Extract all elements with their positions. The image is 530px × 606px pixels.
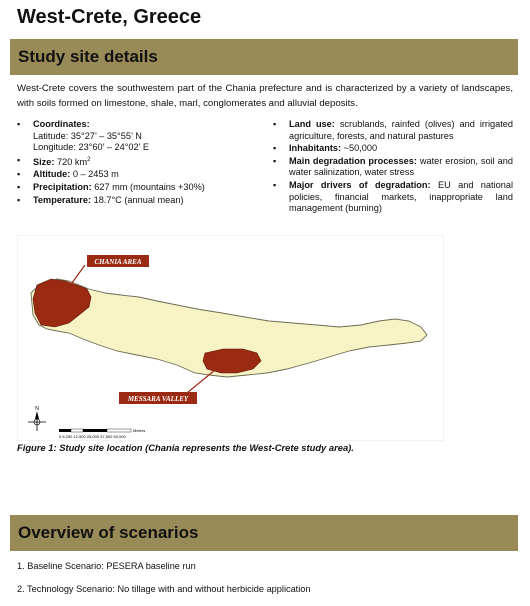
degradation-processes-item (273, 156, 513, 179)
size-label: Size: (33, 156, 55, 167)
scenario-item-2: 2. Technology Scenario: No tillage with and without herbicide application (17, 584, 311, 594)
section-heading-study-site: Study site details (10, 39, 518, 75)
precipitation-label: Precipitation: (33, 182, 92, 193)
land-use-label: Land use: (289, 119, 335, 129)
altitude-value: 0 – 2453 m (70, 169, 119, 180)
degradation-drivers-item (273, 180, 513, 215)
inhabitants-value: ~50,000 (341, 143, 378, 154)
degradation-processes-value: water erosion, soil and water salinization, water stress (289, 155, 513, 178)
size-item (17, 155, 262, 169)
degradation-drivers-value: EU and national policies, financial markets, inappropriate land management (burning) (289, 179, 513, 214)
size-unit-sup: 2 (87, 156, 91, 163)
figure-caption: Figure 1: Study site location (Chania represents the West-Crete study area). (17, 442, 354, 453)
chania-label: CHANIA AREA (94, 258, 142, 266)
messara-label: MESSARA VALLEY (127, 395, 189, 403)
temperature-label: Temperature: (33, 194, 92, 205)
scale-ticks-label: 0 6,250 12,500 25,000 37,500 50,000 (59, 434, 126, 439)
longitude-text: Longitude: 23°60’ – 24°02’ E (33, 142, 149, 153)
coordinates-label: Coordinates: (33, 119, 90, 129)
intro-paragraph: West-Crete covers the southwestern part of the Chania prefecture and is characterized by a variety of landscapes, with soils formed on limestone, shale, marl, conglomerates and alluvial deposits. (17, 83, 513, 109)
precipitation-item (17, 182, 262, 194)
left-column (17, 119, 262, 207)
right-column (273, 119, 513, 216)
degradation-drivers-label: Major drivers of degradation: (289, 179, 431, 190)
north-label: N (35, 406, 39, 412)
latitude-text: Latitude: 35°27’ – 35°55’ N (33, 130, 142, 141)
size-value: 720 km (54, 156, 88, 167)
precipitation-value: 627 mm (mountains +30%) (91, 182, 205, 193)
study-site-map (17, 235, 444, 441)
scenario-item-1: 1. Baseline Scenario: PESERA baseline run (17, 561, 196, 571)
messara-valley-shape (203, 349, 261, 373)
land-use-item (273, 119, 513, 142)
land-use-value: scrublands, rainfed (olives) and irrigated agriculture, forests, and natural pastures (289, 119, 514, 141)
scale-unit-label: Meters (133, 428, 146, 433)
temperature-value: 18.7°C (annual mean) (91, 194, 184, 205)
altitude-label: Altitude: (33, 169, 71, 180)
inhabitants-label: Inhabitants: (289, 143, 342, 154)
degradation-processes-label: Main degradation processes: (289, 155, 417, 166)
coordinates-item (17, 119, 262, 154)
section-heading-scenarios: Overview of scenarios (10, 515, 518, 551)
inhabitants-item (273, 143, 513, 155)
altitude-item (17, 169, 262, 181)
temperature-item (17, 195, 262, 207)
page-title: West-Crete, Greece (17, 6, 202, 28)
scale-bar (59, 429, 131, 432)
